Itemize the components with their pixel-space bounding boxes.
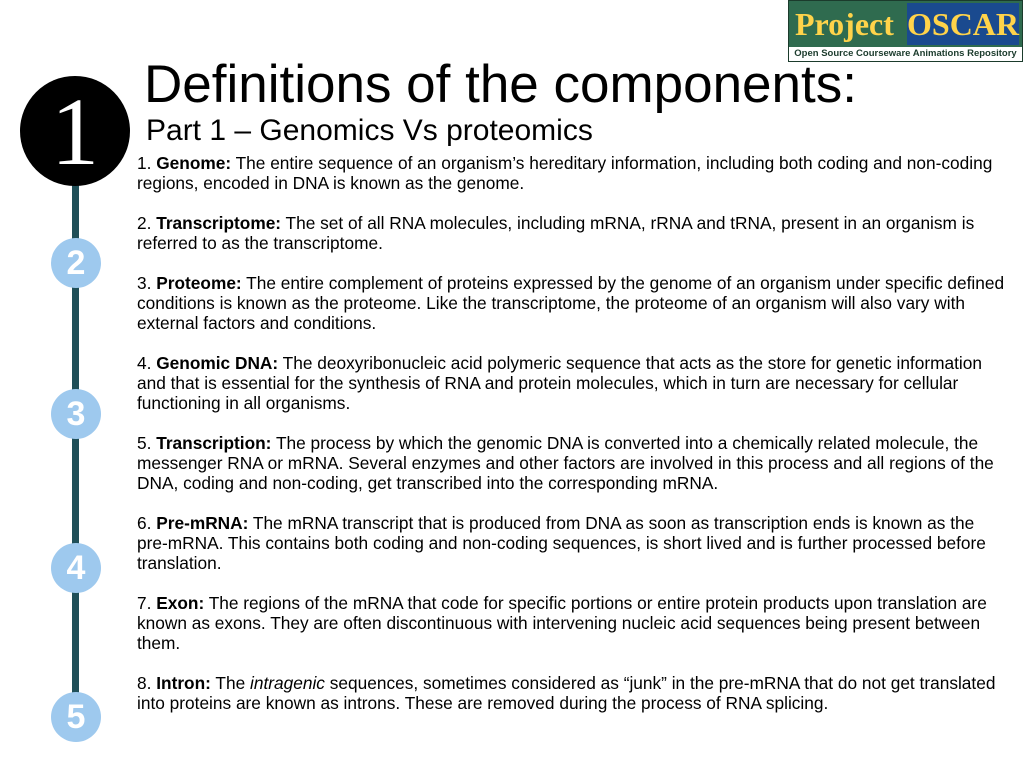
definition-exon: 7. Exon: The regions of the mRNA that code for specific portions or entire protein products upon translation are known as exons. They are often discontinuous with intervening nucleic acid sequences being present between them. <box>137 593 987 653</box>
logo-subtitle: Open Source Courseware Animations Repository <box>789 47 1022 61</box>
term: Pre-mRNA: <box>156 513 249 533</box>
definition-proteome: 3. Proteome: The entire complement of proteins expressed by the genome of an organism under specific defined conditions is known as the proteome. Like the transcriptome, the proteome of an organism will also vary with external factors and conditions. <box>137 273 1005 333</box>
term: Genome: <box>156 153 232 173</box>
logo-oscar-word: OSCAR <box>907 3 1019 45</box>
step-3-button[interactable]: 3 <box>51 389 101 439</box>
definition-transcription: 5. Transcription: The process by which the genomic DNA is converted into a chemically related molecule, the messenger RNA or mRNA. Several enzymes and other factors are involved in this process and all regions of the DNA, coding and non-coding, get transcribed into the corresponding mRNA. <box>137 433 994 493</box>
step-1-button[interactable]: 1 <box>20 76 130 186</box>
page-subtitle: Part 1 – Genomics Vs proteomics <box>146 114 593 147</box>
step-5-button[interactable]: 5 <box>51 692 101 742</box>
term: Exon: <box>156 593 205 613</box>
definition-genomic-dna: 4. Genomic DNA: The deoxyribonucleic acid polymeric sequence that acts as the store for genetic information and that is essential for the synthesis of RNA and protein molecules, which in turn are necessary for cellular functioning in all organisms. <box>137 353 982 413</box>
term: Transcription: <box>156 433 272 453</box>
term: Transcriptome: <box>156 213 282 233</box>
project-oscar-logo <box>788 0 1023 62</box>
definition-transcriptome: 2. Transcriptome: The set of all RNA molecules, including mRNA, rRNA and tRNA, present in an organism is referred to as the transcriptome. <box>137 213 975 253</box>
term: Intron: <box>156 673 211 693</box>
term: Proteome: <box>156 273 242 293</box>
definition-genome: 1. Genome: The entire sequence of an organism’s hereditary information, including both coding and non-coding regions, encoded in DNA is known as the genome. <box>137 153 993 193</box>
definitions-list <box>137 153 1007 733</box>
term: Genomic DNA: <box>156 353 279 373</box>
step-2-button[interactable]: 2 <box>51 238 101 288</box>
logo-project-word: Project <box>793 3 907 45</box>
page-title: Definitions of the components: <box>144 55 857 114</box>
definition-pre-mrna: 6. Pre-mRNA: The mRNA transcript that is produced from DNA as soon as transcription ends is known as the pre-mRNA. This contains both coding and non-coding sequences, is short lived and is further processed before translation. <box>137 513 986 573</box>
definition-intron: 8. Intron: The intragenic sequences, sometimes considered as “junk” in the pre-mRNA that do not get translated into proteins are known as introns. These are removed during the process of RNA splicing. <box>137 673 996 713</box>
step-4-button[interactable]: 4 <box>51 543 101 593</box>
